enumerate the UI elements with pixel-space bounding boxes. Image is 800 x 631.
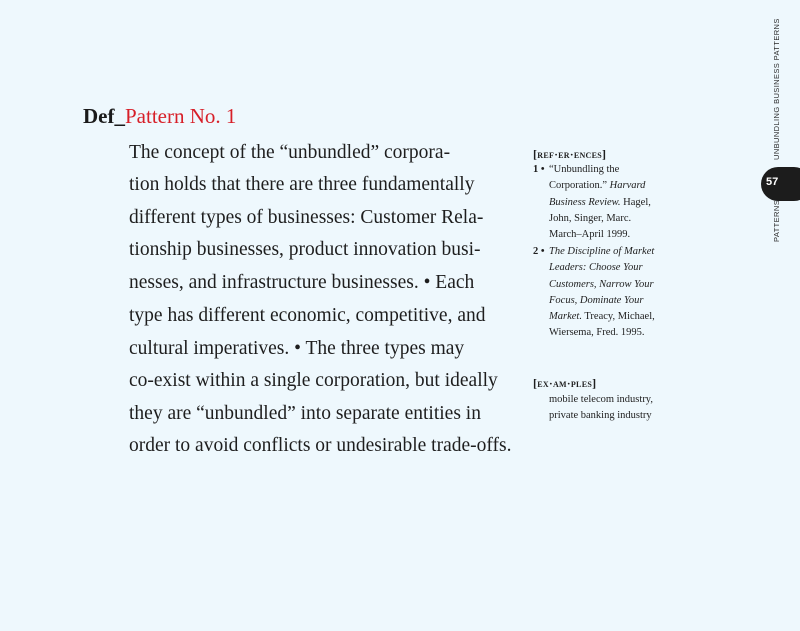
examples-heading: [ex·am·ples] <box>533 376 597 390</box>
reference-number: 1 • <box>533 164 545 175</box>
pattern-title: Pattern No. 1 <box>124 104 237 128</box>
body-line: co-exist within a single corporation, but ideally <box>129 370 498 391</box>
reference-text: “Unbundling the Corporation.” Harvard Business Review. Hagel, John, Singer, Marc. March–April 1999. <box>549 164 651 241</box>
references-heading: [ref·er·ences] <box>533 147 607 161</box>
body-line: they are “unbundled” into separate entities in <box>129 403 481 424</box>
body-line: type has different economic, competitive, and <box>129 305 486 326</box>
examples-list <box>549 392 679 425</box>
example-item: private banking industry <box>549 410 652 422</box>
page-heading <box>83 104 236 129</box>
body-line: different types of businesses: Customer Rela- <box>129 207 484 228</box>
section-title: UNBUNDLING BUSINESS PATTERNS <box>772 18 781 160</box>
body-line: The concept of the “unbundled” corpora- <box>129 142 451 163</box>
page-number: 57 <box>766 176 779 188</box>
references-label: ref·er·ences <box>537 149 603 161</box>
definition-prefix: Def_ <box>83 104 125 128</box>
body-line: cultural imperatives. • The three types may <box>129 338 465 359</box>
chapter-label: PATTERNS <box>772 199 781 242</box>
body-line: tionship businesses, product innovation busi- <box>129 239 481 260</box>
reference-text: The Discipline of Market Leaders: Choose Your Customers, Narrow Your Focus, Dominate Your Market. Treacy, Michael, Wiersema, Fred. 1995. <box>549 246 655 339</box>
example-item: mobile telecom industry, <box>549 394 654 405</box>
body-line: order to avoid conflicts or undesirable trade-offs. <box>129 435 512 456</box>
reference-number: 2 • <box>533 246 545 257</box>
body-line: tion holds that there are three fundamentally <box>129 174 475 195</box>
examples-label: ex·am·ples <box>537 378 593 390</box>
body-line: nesses, and infrastructure businesses. • Each <box>129 272 475 293</box>
